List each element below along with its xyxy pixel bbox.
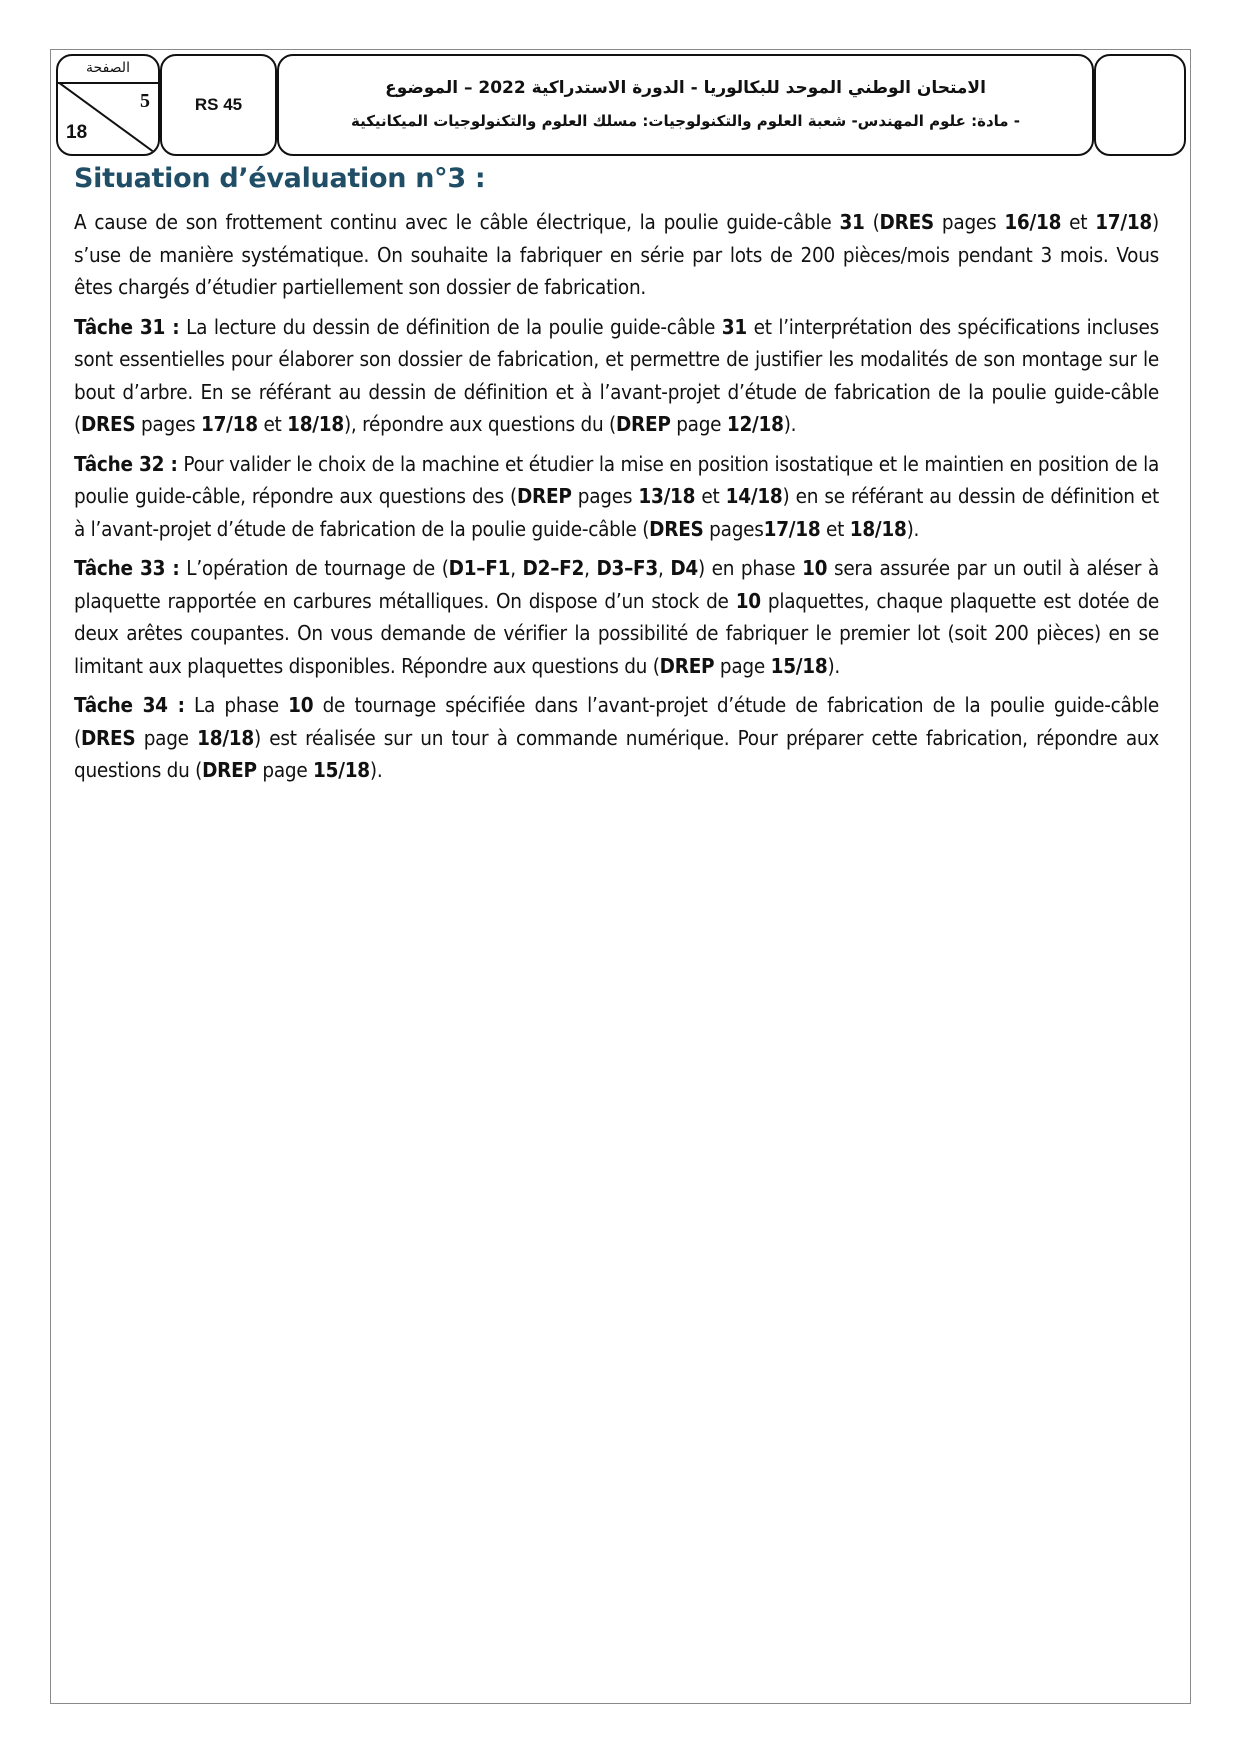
task-34-paragraph: Tâche 34 : La phase 10 de tournage spécifiée dans l’avant-projet d’étude de fabrication de la poulie guide-câble (DRES page 18/18) est réalisée sur un tour à commande numérique. Pour préparer cette fabrication, répondre aux questions du (DREP page 15/18).	[74, 693, 1159, 782]
page-current: 5	[140, 90, 150, 112]
intro-paragraph: A cause de son frottement continu avec le câble électrique, la poulie guide-câble 31 (DRES pages 16/18 et 17/18) s’use de manière systématique. On souhaite la fabriquer en série par lots de 200 pièces/mois pendant 3 mois. Vous êtes chargés d’étudier partiellement son dossier de fabrication.	[74, 210, 1159, 299]
task-33-label: Tâche 33 :	[74, 556, 180, 580]
task-33-paragraph: Tâche 33 : L’opération de tournage de (D1–F1, D2–F2, D3–F3, D4) en phase 10 sera assurée par un outil à aléser à plaquette rapportée en carbures métalliques. On dispose d’un stock de 10 plaquettes, chaque plaquette est dotée de deux arêtes coupantes. On vous demande de vérifier la possibilité de fabriquer le premier lot (soit 200 pièces) en se limitant aux plaquettes disponibles. Répondre aux questions du (DREP page 15/18).	[74, 556, 1159, 678]
task-32-label: Tâche 32 :	[74, 451, 178, 476]
exam-code-box	[160, 54, 277, 156]
task-31-paragraph: Tâche 31 : La lecture du dessin de définition de la poulie guide-câble 31 et l’interprétation des spécifications incluses sont essentielles pour élaborer son dossier de fabrication, et permettre de justifier les modalités de son montage sur le bout d’arbre. En se référant au dessin de définition et à l’avant-projet d’étude de fabrication de la poulie guide-câble (DRES pages 17/18 et 18/18), répondre aux questions du (DREP page 12/18).	[74, 314, 1159, 436]
document-body	[74, 206, 1159, 794]
task-34-label: Tâche 34 :	[74, 693, 185, 717]
blank-header-box	[1094, 54, 1186, 156]
task-32-paragraph: Tâche 32 : Pour valider le choix de la machine et étudier la mise en position isostatique et le maintien en position de la poulie guide-câble, répondre aux questions des (DREP pages 13/18 et 14/18) en se référant au dessin de définition et à l’avant-projet d’étude de fabrication de la poulie guide-câble (DRES pages17/18 et 18/18).	[74, 451, 1159, 541]
task-31-label: Tâche 31 :	[74, 314, 180, 339]
section-title: Situation d’évaluation n°3 :	[74, 163, 486, 194]
page-number-box	[56, 54, 160, 156]
exam-title-line1: الامتحان الوطني الموحد للبكالوريا - الدورة الاستدراكية 2022 – الموضوع	[385, 78, 986, 98]
page-label: الصفحة	[58, 56, 158, 84]
page-total: 18	[66, 122, 88, 143]
exam-title-box	[277, 54, 1094, 156]
exam-title-line2: - مادة: علوم المهندس- شعبة العلوم والتكنولوجيات: مسلك العلوم والتكنولوجيات الميكانيكية	[350, 112, 1021, 130]
exam-code: RS 45	[194, 95, 243, 114]
